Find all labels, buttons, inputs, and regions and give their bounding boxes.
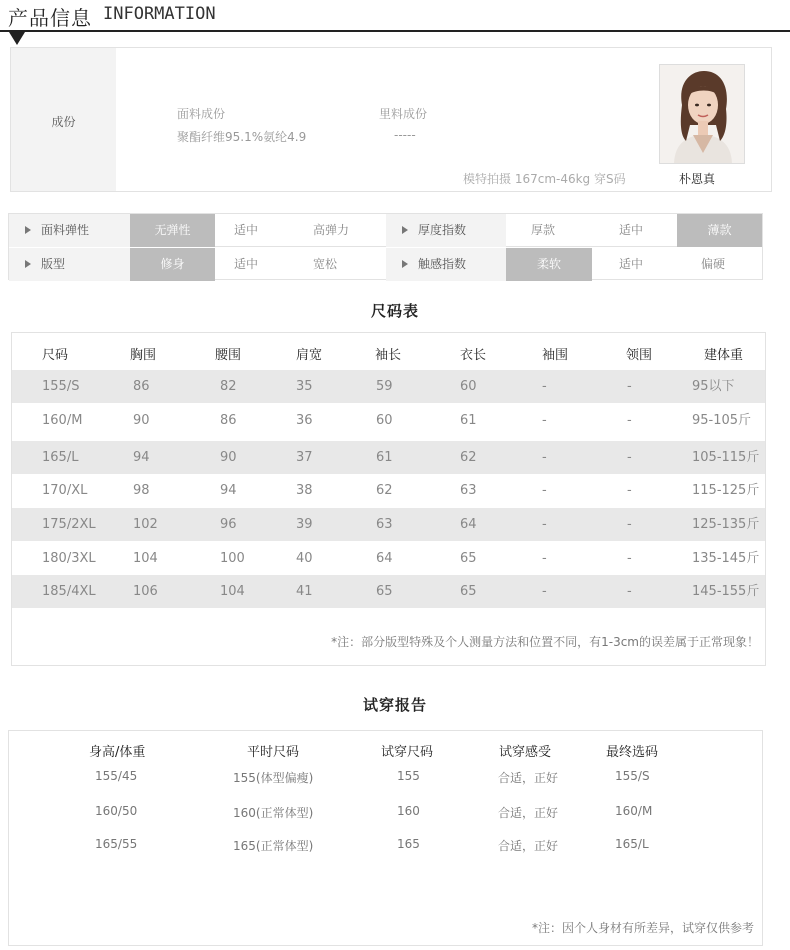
model-measurement-note: 模特拍摄 167cm-46kg 穿S码 [463, 172, 626, 186]
attr-option: 适中 [234, 257, 259, 271]
size-cell: 98 [133, 483, 150, 498]
size-cell: - [627, 483, 632, 498]
header-title-en: INFORMATION [103, 4, 216, 24]
try-header-cell: 平时尺码 [247, 745, 300, 760]
size-cell: 105-115斤 [692, 450, 760, 465]
attribute-row [9, 214, 762, 247]
size-header-cell: 袖围 [542, 348, 569, 363]
size-cell: 102 [133, 517, 158, 532]
size-cell: 94 [220, 483, 237, 498]
size-cell: 115-125斤 [692, 483, 760, 498]
attr-option: 偏硬 [701, 257, 726, 271]
attribute-grid [8, 213, 763, 280]
size-table-row [12, 474, 765, 507]
size-cell: - [542, 413, 547, 428]
size-cell: 38 [296, 483, 313, 498]
size-cell: 125-135斤 [692, 517, 760, 532]
size-cell: 61 [376, 450, 393, 465]
attr-label-fit: 版型 [9, 248, 130, 281]
try-report-table [8, 730, 763, 946]
size-cell: 96 [220, 517, 237, 532]
attr-option-selected: 柔软 [506, 248, 592, 281]
size-cell: 175/2XL [42, 517, 96, 532]
size-header-cell: 领围 [626, 348, 653, 363]
size-cell: 60 [460, 379, 477, 394]
try-cell: 160(正常体型) [233, 806, 314, 820]
size-cell: 180/3XL [42, 551, 96, 566]
size-header-cell: 袖长 [375, 348, 402, 363]
size-cell: - [627, 450, 632, 465]
size-table-header [12, 339, 765, 372]
model-name: 朴恩真 [679, 172, 716, 186]
size-header-cell: 腰围 [215, 348, 242, 363]
size-table [11, 332, 766, 666]
try-cell: 165 [397, 837, 420, 851]
size-header-cell: 建体重 [704, 348, 744, 363]
size-cell: 63 [460, 483, 477, 498]
size-cell: 63 [376, 517, 393, 532]
size-table-row [12, 542, 765, 575]
header-pointer-icon [9, 32, 25, 45]
size-cell: 82 [220, 379, 237, 394]
try-report-title: 试穿报告 [362, 696, 427, 714]
try-cell: 160 [397, 804, 420, 818]
model-photo [659, 64, 745, 164]
attr-option: 适中 [234, 223, 259, 237]
size-cell: 37 [296, 450, 313, 465]
try-cell: 165/L [615, 837, 649, 851]
attr-option: 厚款 [531, 223, 556, 237]
size-cell: 155/S [42, 379, 80, 394]
size-cell: 41 [296, 584, 313, 599]
size-cell: 62 [376, 483, 393, 498]
size-cell: 64 [460, 517, 477, 532]
try-header-cell: 身高/体重 [89, 745, 146, 760]
size-cell: 65 [460, 584, 477, 599]
try-cell: 合适，正好 [498, 806, 559, 820]
size-cell: 145-155斤 [692, 584, 760, 599]
try-cell: 160/M [615, 804, 653, 818]
section-header [0, 0, 790, 32]
attr-option: 高弹力 [313, 223, 350, 237]
try-cell: 165/55 [95, 837, 138, 851]
size-cell: 170/XL [42, 483, 88, 498]
size-table-row [12, 441, 765, 474]
size-cell: 106 [133, 584, 158, 599]
size-cell: 62 [460, 450, 477, 465]
size-table-row [12, 508, 765, 541]
size-cell: 94 [133, 450, 150, 465]
size-cell: 40 [296, 551, 313, 566]
size-cell: 90 [133, 413, 150, 428]
attr-option-selected: 无弹性 [130, 214, 215, 247]
size-cell: - [542, 517, 547, 532]
size-table-note: *注：部分版型特殊及个人测量方法和位置不同，有1-3cm的误差属于正常现象！ [331, 635, 759, 649]
attr-label-touch: 触感指数 [386, 248, 506, 281]
size-cell: 104 [133, 551, 158, 566]
size-cell: 95-105斤 [692, 413, 752, 428]
size-cell: 86 [133, 379, 150, 394]
size-cell: 135-145斤 [692, 551, 760, 566]
size-cell: 64 [376, 551, 393, 566]
size-cell: 90 [220, 450, 237, 465]
size-cell: 59 [376, 379, 393, 394]
try-cell: 160/50 [95, 804, 138, 818]
attr-option: 适中 [619, 223, 644, 237]
try-cell: 155 [397, 769, 420, 783]
size-table-row [12, 370, 765, 403]
size-header-cell: 胸围 [130, 348, 157, 363]
try-header-cell: 试穿感受 [499, 745, 552, 760]
size-cell: - [627, 584, 632, 599]
size-cell: 160/M [42, 413, 83, 428]
try-report-note: *注：因个人身材有所差异，试穿仅供参考 [531, 921, 754, 935]
size-table-title: 尺码表 [370, 302, 419, 320]
outer-material-label: 面料成份 [177, 107, 226, 121]
size-cell: 185/4XL [42, 584, 96, 599]
attr-option-selected: 修身 [130, 248, 215, 281]
size-cell: 36 [296, 413, 313, 428]
size-table-row [12, 575, 765, 608]
try-header-cell: 试穿尺码 [381, 745, 434, 760]
size-cell: 100 [220, 551, 245, 566]
size-cell: 61 [460, 413, 477, 428]
attr-option-selected: 薄款 [677, 214, 762, 247]
attribute-row [9, 248, 762, 281]
size-header-cell: 尺码 [42, 348, 69, 363]
size-cell: 65 [376, 584, 393, 599]
header-rule [0, 30, 790, 32]
try-cell: 155/45 [95, 769, 138, 783]
size-cell: - [542, 450, 547, 465]
try-cell: 165(正常体型) [233, 839, 314, 853]
size-cell: 104 [220, 584, 245, 599]
composition-label: 成份 [51, 115, 76, 129]
header-title-cn: 产品信息 [8, 6, 92, 30]
size-cell: 165/L [42, 450, 79, 465]
attr-label-elasticity: 面料弹性 [9, 214, 130, 247]
size-cell: 35 [296, 379, 313, 394]
size-cell: - [542, 584, 547, 599]
size-cell: - [627, 551, 632, 566]
size-cell: - [542, 379, 547, 394]
try-cell: 合适，正好 [498, 839, 559, 853]
try-cell: 合适，正好 [498, 771, 559, 785]
size-cell: 86 [220, 413, 237, 428]
size-cell: - [627, 517, 632, 532]
composition-panel [10, 47, 772, 192]
lining-material-label: 里料成份 [379, 107, 428, 121]
outer-material-value: 聚酯纤维95.1%氨纶4.9 [177, 130, 307, 144]
composition-label-cell [11, 48, 116, 191]
attr-label-thickness: 厚度指数 [386, 214, 506, 247]
try-cell: 155/S [615, 769, 650, 783]
size-cell: 39 [296, 517, 313, 532]
attr-option: 适中 [619, 257, 644, 271]
try-header-cell: 最终选码 [606, 745, 659, 760]
try-cell: 155(体型偏瘦) [233, 771, 314, 785]
size-cell: - [542, 483, 547, 498]
size-cell: - [542, 551, 547, 566]
size-table-row [12, 404, 765, 437]
size-cell: 60 [376, 413, 393, 428]
lining-material-value: ----- [394, 128, 416, 142]
model-portrait-image [660, 65, 745, 164]
size-cell: 95以下 [692, 379, 735, 394]
attr-option: 宽松 [313, 257, 338, 271]
size-cell: 65 [460, 551, 477, 566]
size-cell: - [627, 379, 632, 394]
size-header-cell: 衣长 [460, 348, 487, 363]
size-cell: - [627, 413, 632, 428]
size-header-cell: 肩宽 [296, 348, 323, 363]
